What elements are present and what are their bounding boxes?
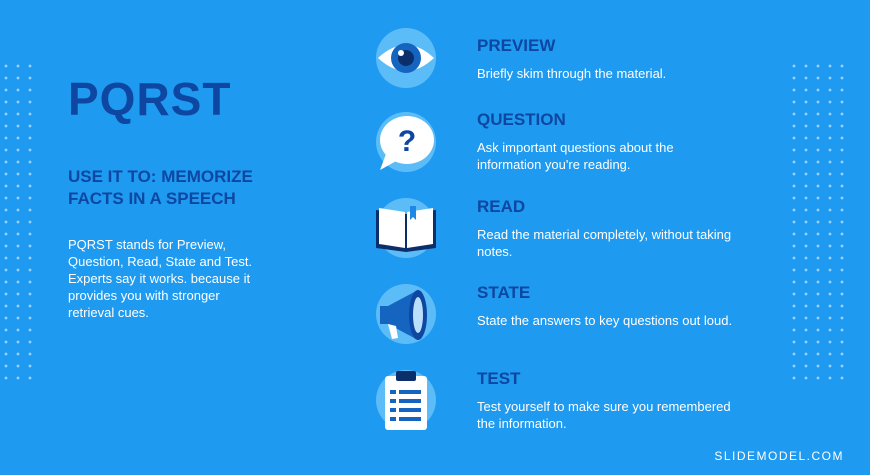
svg-text:?: ?: [397, 125, 417, 158]
step-text-state: State the answers to key questions out loud.: [477, 313, 733, 328]
step-title-preview: PREVIEW: [477, 36, 556, 55]
step-text-question: Ask important questions about the information you're reading.: [477, 140, 674, 172]
step-title-read: READ: [477, 197, 526, 216]
step-text-preview: Briefly skim through the material.: [477, 66, 667, 81]
brand-watermark: SLIDEMODEL.COM: [714, 449, 844, 463]
clipboard-checklist-icon: [374, 368, 438, 432]
dot-pattern-right: [788, 60, 848, 380]
step-text-test: Test yourself to make sure you remembered the information.: [477, 399, 731, 431]
step-title-state: STATE: [477, 283, 531, 302]
megaphone-icon: [374, 282, 438, 346]
step-title-test: TEST: [477, 369, 521, 388]
open-book-icon: [374, 196, 438, 260]
slide-subtitle: USE IT TO: MEMORIZE FACTS IN A SPEECH: [68, 167, 253, 208]
slide-title: PQRST: [68, 73, 232, 125]
description-text: PQRST stands for Preview, Question, Read, State and Test. Experts say it works. because it provides you with stronger retrieval cues.: [68, 237, 253, 320]
eye-icon: [374, 26, 438, 90]
dot-pattern-left: [0, 60, 36, 380]
step-text-read: Read the material completely, without taking notes.: [477, 227, 732, 259]
step-title-question: QUESTION: [477, 110, 566, 129]
question-bubble-icon: [374, 110, 438, 174]
